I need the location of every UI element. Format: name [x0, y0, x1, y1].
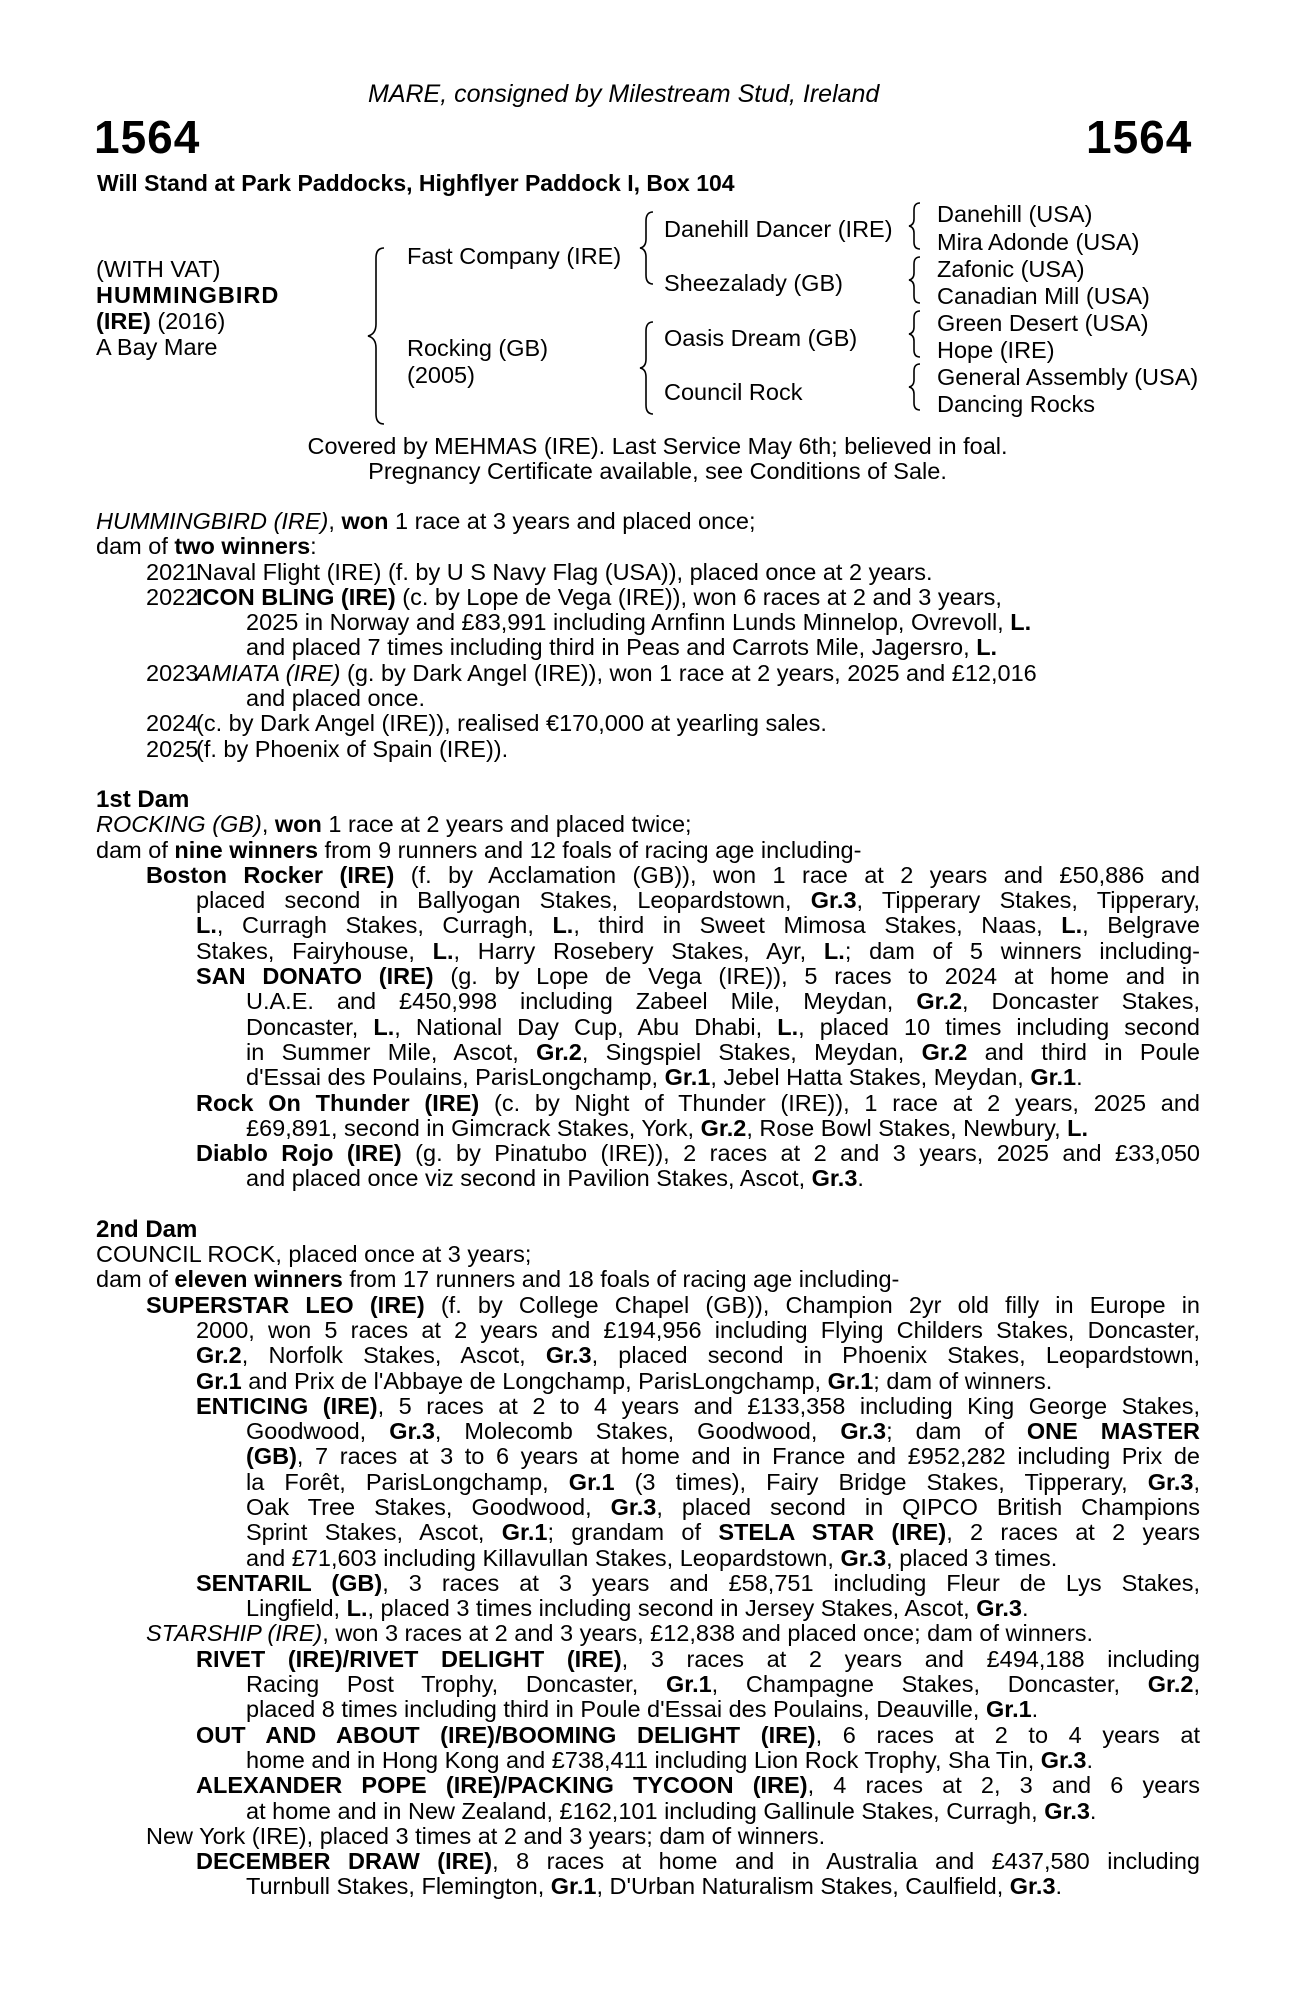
- gg-2: Mira Adonde (USA): [937, 229, 1140, 255]
- entry-line: [96, 1520, 1200, 1545]
- entry-line: [96, 913, 1200, 938]
- text: , Belgrave: [1082, 912, 1200, 939]
- text: , 6 races at 2 to 4 years at: [815, 1721, 1200, 1748]
- text: ,: [1193, 1671, 1200, 1698]
- text: U.A.E. and £450,998 including Zabeel Mile, Meydan,: [246, 988, 917, 1015]
- text: (c. by Night of Thunder (IRE)), 1 race at 2 years, 2025 and: [479, 1089, 1201, 1116]
- grade: Gr.1: [501, 1519, 548, 1546]
- grade: Gr.1: [665, 1671, 712, 1698]
- text: placed second in Ballyogan Stakes, Leopardstown,: [196, 887, 811, 914]
- text: (f. by Phoenix of Spain (IRE)).: [196, 735, 509, 762]
- text: ,: [328, 508, 342, 534]
- horse-suffix: (GB): [246, 1443, 297, 1470]
- entry-line: [96, 1369, 1200, 1394]
- text: (c. by Lope de Vega (IRE)), won 6 races at 2 and 3 years,: [395, 583, 1002, 610]
- text: la Forêt, ParisLongchamp,: [246, 1468, 569, 1495]
- text: .: [1086, 1746, 1094, 1773]
- grade: Gr.2: [916, 988, 963, 1015]
- text: , Tipperary Stakes, Tipperary,: [856, 887, 1200, 914]
- grade: Gr.1: [985, 1696, 1032, 1723]
- text: Oak Tree Stakes, Goodwood,: [246, 1493, 611, 1520]
- text: , placed 10 times including second: [798, 1013, 1200, 1040]
- entry-rivet: [96, 1647, 1200, 1672]
- text: dam of: [96, 1266, 175, 1293]
- text: and third in Poule: [967, 1038, 1200, 1065]
- produce-year: 2025: [146, 735, 199, 762]
- brace-g4: [909, 364, 920, 410]
- mare-name: HUMMINGBIRD (IRE): [96, 508, 329, 534]
- grade: L.: [777, 1013, 799, 1040]
- gg-4: Canadian Mill (USA): [937, 283, 1150, 309]
- gg-8: Dancing Rocks: [937, 391, 1096, 417]
- text: .: [1031, 1696, 1039, 1723]
- text: , 8 races at home and in Australia and £437,580 including: [492, 1848, 1200, 1875]
- grade: L.: [432, 937, 454, 964]
- produce-year: 2024: [146, 710, 199, 737]
- horse-year: (2016): [150, 308, 226, 334]
- text: from 17 runners and 18 foals of racing age including-: [342, 1266, 900, 1293]
- horse-name: HUMMINGBIRD: [96, 282, 280, 308]
- dam-year: (2005): [407, 362, 475, 388]
- text: , Doncaster Stakes,: [962, 988, 1200, 1015]
- lot-number-right: 1564: [1086, 111, 1193, 163]
- brace-g1: [909, 203, 920, 249]
- text: Stakes, Fairyhouse,: [196, 937, 433, 964]
- produce-2021: [96, 560, 1200, 585]
- grade: Gr.2: [536, 1038, 582, 1065]
- produce-2023: [96, 661, 1200, 686]
- produce-name: ICON BLING (IRE): [196, 583, 396, 610]
- dam-dam: Council Rock: [664, 379, 803, 405]
- text: , 3 races at 2 years and £494,188 including: [621, 1645, 1200, 1672]
- text: £69,891, second in Gimcrack Stakes, York,: [246, 1114, 701, 1141]
- text: , won 3 races at 2 and 3 years, £12,838 and placed once; dam of winners.: [322, 1620, 1094, 1647]
- text: , 2 races at 2 years: [946, 1519, 1200, 1546]
- grade: L.: [346, 1595, 368, 1622]
- sire-dam: Sheezalady (GB): [664, 270, 843, 296]
- second-dam-heading: 2nd Dam: [96, 1215, 198, 1243]
- grade: Gr.1: [1030, 1064, 1077, 1091]
- grade: Gr.3: [389, 1418, 435, 1445]
- horse-name: STARSHIP (IRE): [146, 1620, 323, 1647]
- gg-1: Danehill (USA): [937, 201, 1093, 227]
- produce-2022-cont: [96, 635, 1200, 660]
- dam-of-line: [96, 534, 1200, 559]
- gg-6: Hope (IRE): [937, 337, 1055, 363]
- text: Sprint Stakes, Ascot,: [246, 1519, 502, 1546]
- produce-2025: [96, 737, 1200, 762]
- horse-name: SENTARIL (GB): [196, 1569, 383, 1596]
- grade: Gr.3: [1040, 1746, 1087, 1773]
- horse-name: SUPERSTAR LEO (IRE): [146, 1291, 425, 1318]
- won-label: won: [341, 508, 389, 534]
- text: ; dam of: [886, 1418, 1027, 1445]
- consignment-line: MARE, consigned by Milestream Stud, Ireland: [368, 80, 880, 108]
- produce-name: AMIATA (IRE): [196, 659, 341, 686]
- text: ,: [261, 811, 275, 838]
- entry-line: [96, 1470, 1200, 1495]
- entry-out-and-about: [96, 1723, 1200, 1748]
- text: Naval Flight (IRE) (f. by U S Navy Flag (USA)), placed once at 2 years.: [196, 558, 933, 585]
- entry-san-donato: [96, 964, 1200, 989]
- text: 2025 in Norway and £83,991 including Arnfinn Lunds Minnelop, Ovrevoll,: [246, 609, 1011, 636]
- text: dam of: [96, 836, 175, 863]
- entry-line: [96, 1697, 1200, 1722]
- produce-year: 2022: [146, 583, 199, 610]
- text: , Singspiel Stakes, Meydan,: [581, 1038, 922, 1065]
- gg-5: Green Desert (USA): [937, 310, 1149, 336]
- entry-line: [96, 1116, 1200, 1141]
- entry-rock-on-thunder: [96, 1091, 1200, 1116]
- horse-name: ONE MASTER: [1026, 1418, 1200, 1445]
- text: .: [857, 1165, 864, 1192]
- dam: Rocking (GB): [407, 335, 549, 361]
- entry-line: [96, 1015, 1200, 1040]
- grade: L.: [823, 937, 845, 964]
- text: and placed 7 times including third in Peas and Carrots Mile, Jagersro,: [246, 634, 977, 661]
- text: in Summer Mile, Ascot,: [246, 1038, 537, 1065]
- grade: Gr.2: [1147, 1671, 1194, 1698]
- first-dam-record: [96, 812, 1200, 837]
- horse-name: Boston Rocker (IRE): [146, 861, 395, 888]
- text: placed 8 times including third in Poule d'Essai des Poulains, Deauville,: [246, 1696, 986, 1723]
- won-label: won: [274, 811, 322, 838]
- horse-name: STELA STAR (IRE): [718, 1519, 947, 1546]
- text: ,: [1193, 1468, 1201, 1495]
- mare-record-line: [96, 509, 1200, 534]
- text: and Prix de l'Abbaye de Longchamp, ParisLongchamp,: [241, 1367, 828, 1394]
- entry-line: 2000, won 5 races at 2 years and £194,956 including Flying Childers Stakes, Doncaster,: [196, 1316, 1200, 1343]
- grade: Gr.2: [196, 1342, 242, 1369]
- horse-suffix: (IRE): [96, 308, 151, 334]
- entry-line: [96, 1799, 1200, 1824]
- text: , 3 races at 3 years and £58,751 including Fleur de Lys Stakes,: [382, 1569, 1200, 1596]
- text: ; dam of winners.: [873, 1367, 1053, 1394]
- text: at home and in New Zealand, £162,101 including Gallinule Stakes, Curragh,: [246, 1797, 1045, 1824]
- covered-line-1: Covered by MEHMAS (IRE). Last Service May 6th; believed in foal.: [307, 433, 1008, 459]
- text: , Rose Bowl Stakes, Newbury,: [746, 1114, 1068, 1141]
- first-dam-heading: 1st Dam: [96, 785, 190, 813]
- text: , Norfolk Stakes, Ascot,: [241, 1342, 546, 1369]
- text: , Harry Rosebery Stakes, Ayr,: [453, 937, 824, 964]
- grade: Gr.2: [921, 1038, 968, 1065]
- horse-name: DECEMBER DRAW (IRE): [196, 1848, 493, 1875]
- grade: L.: [1061, 912, 1083, 939]
- dam-name: ROCKING (GB): [96, 811, 262, 838]
- grade: Gr.3: [811, 1165, 858, 1192]
- horse-name: ENTICING (IRE): [196, 1392, 378, 1419]
- text: (3 times), Fairy Bridge Stakes, Tipperary,: [614, 1468, 1148, 1495]
- text: ; grandam of: [547, 1519, 719, 1546]
- entry-new-york: New York (IRE), placed 3 times at 2 and 3 years; dam of winners.: [146, 1822, 826, 1849]
- winners-count: eleven winners: [174, 1266, 343, 1293]
- entry-superstar-leo: [96, 1293, 1200, 1318]
- text: , 4 races at 2, 3 and 6 years: [807, 1772, 1201, 1799]
- produce-2023-cont: and placed once.: [246, 685, 426, 712]
- entry-line: [96, 1040, 1200, 1065]
- entry-line: [96, 1065, 1200, 1090]
- second-dam-produce: [96, 1267, 1200, 1292]
- text: ; dam of 5 winners including-: [844, 937, 1200, 964]
- text: and £71,603 including Killavullan Stakes, Leopardstown,: [246, 1544, 841, 1571]
- text: , placed 3 times.: [886, 1544, 1058, 1571]
- brace-main: [368, 248, 384, 424]
- grade: Gr.1: [664, 1064, 711, 1091]
- horse-name: Rock On Thunder (IRE): [196, 1089, 480, 1116]
- stand-location: Will Stand at Park Paddocks, Highflyer Paddock I, Box 104: [97, 170, 735, 196]
- grade: Gr.3: [1147, 1468, 1194, 1495]
- text: Lingfield,: [246, 1595, 347, 1622]
- grade: Gr.1: [550, 1873, 597, 1900]
- text: :: [310, 533, 317, 560]
- text: , Champagne Stakes, Doncaster,: [711, 1671, 1148, 1698]
- entry-line: [96, 1419, 1200, 1444]
- text: , placed second in QIPCO British Champions: [656, 1493, 1200, 1520]
- first-dam-produce: [96, 838, 1200, 863]
- grade: Gr.1: [827, 1367, 874, 1394]
- brace-g3: [909, 311, 920, 357]
- text: from 9 runners and 12 foals of racing age including-: [318, 836, 862, 863]
- entry-line: [96, 1343, 1200, 1368]
- grade: Gr.2: [700, 1114, 747, 1141]
- sire-sire: Danehill Dancer (IRE): [664, 216, 893, 242]
- dam-sire: Oasis Dream (GB): [664, 325, 858, 351]
- entry-december-draw: [96, 1849, 1200, 1874]
- text: , Molecomb Stakes, Goodwood,: [434, 1418, 841, 1445]
- grade: L.: [1067, 1114, 1089, 1141]
- grade: L.: [976, 634, 998, 661]
- brace-g2: [909, 257, 920, 303]
- text: .: [1089, 1797, 1097, 1824]
- covered-line-2: Pregnancy Certificate available, see Conditions of Sale.: [368, 458, 947, 484]
- text: , D'Urban Naturalism Stakes, Caulfield,: [596, 1873, 1010, 1900]
- text: (g. by Pinatubo (IRE)), 2 races at 2 and 3 years, 2025 and £33,050: [401, 1140, 1201, 1167]
- entry-line: [96, 1546, 1200, 1571]
- grade: Gr.3: [840, 1544, 887, 1571]
- entry-line: [96, 1495, 1200, 1520]
- brace-dam: [640, 322, 653, 414]
- entry-diablo-rojo: [96, 1141, 1200, 1166]
- entry-alexander-pope: [96, 1773, 1200, 1798]
- text: and placed once viz second in Pavilion Stakes, Ascot,: [246, 1165, 812, 1192]
- entry-line: [96, 1444, 1200, 1469]
- sire: Fast Company (IRE): [407, 243, 622, 269]
- grade: Gr.3: [976, 1595, 1022, 1622]
- text: d'Essai des Poulains, ParisLongchamp,: [246, 1064, 665, 1091]
- gg-3: Zafonic (USA): [937, 256, 1085, 282]
- text: 1 race at 3 years and placed once;: [388, 508, 756, 534]
- text: .: [1021, 1595, 1029, 1622]
- entry-starship: [96, 1621, 1200, 1646]
- produce-year: 2023: [146, 659, 199, 686]
- text: (g. by Dark Angel (IRE)), won 1 race at 2 years, 2025 and £12,016: [340, 659, 1037, 686]
- winners-count: two winners: [174, 533, 311, 560]
- grade: Gr.3: [545, 1342, 592, 1369]
- grade: Gr.1: [196, 1367, 242, 1394]
- text: , placed second in Phoenix Stakes, Leopardstown,: [591, 1342, 1200, 1369]
- brace-sire: [640, 212, 653, 284]
- horse-name: OUT AND ABOUT (IRE)/BOOMING DELIGHT (IRE): [196, 1721, 816, 1748]
- horse-name: Diablo Rojo (IRE): [196, 1140, 402, 1167]
- produce-record: [96, 509, 1200, 1900]
- text: (f. by Acclamation (GB)), won 1 race at 2 years and £50,886 and: [394, 861, 1200, 888]
- produce-year: 2021: [146, 558, 199, 585]
- text: , Jebel Hatta Stakes, Meydan,: [710, 1064, 1031, 1091]
- text: , 5 races at 2 to 4 years and £133,358 including King George Stakes,: [377, 1392, 1200, 1419]
- text: (c. by Dark Angel (IRE)), realised €170,000 at yearling sales.: [196, 710, 827, 737]
- text: (f. by College Chapel (GB)), Champion 2yr old filly in Europe in: [424, 1291, 1200, 1318]
- entry-line: [96, 1596, 1200, 1621]
- grade: L.: [373, 1013, 395, 1040]
- grade: Gr.3: [1044, 1797, 1090, 1824]
- produce-2024: [96, 711, 1200, 736]
- entry-enticing: [96, 1394, 1200, 1419]
- text: .: [1055, 1873, 1063, 1900]
- text: , National Day Cup, Abu Dhabi,: [394, 1013, 778, 1040]
- grade: Gr.3: [610, 1493, 657, 1520]
- text: , 7 races at 3 to 6 years at home and in France and £952,282 including Prix de: [296, 1443, 1200, 1470]
- second-dam-record: COUNCIL ROCK, placed once at 3 years;: [96, 1241, 532, 1268]
- vat-note: (WITH VAT): [96, 256, 221, 282]
- entry-boston-rocker: [96, 863, 1200, 888]
- horse-description: A Bay Mare: [96, 334, 218, 360]
- text: (g. by Lope de Vega (IRE)), 5 races to 2024 at home and in: [433, 963, 1200, 990]
- text: , third in Sweet Mimosa Stakes, Naas,: [573, 912, 1062, 939]
- entry-line: [96, 1166, 1200, 1191]
- grade: L.: [196, 912, 217, 939]
- grade: Gr.3: [1009, 1873, 1056, 1900]
- horse-name: ALEXANDER POPE (IRE)/PACKING TYCOON (IRE): [196, 1772, 808, 1799]
- text: Turnbull Stakes, Flemington,: [246, 1873, 551, 1900]
- text: .: [1076, 1064, 1083, 1091]
- grade: Gr.3: [810, 887, 857, 914]
- entry-line: [96, 1672, 1200, 1697]
- entry-line: [96, 888, 1200, 913]
- horse-name: RIVET (IRE)/RIVET DELIGHT (IRE): [196, 1645, 622, 1672]
- grade: Gr.3: [840, 1418, 887, 1445]
- text: Racing Post Trophy, Doncaster,: [246, 1671, 666, 1698]
- entry-line: [96, 1874, 1200, 1899]
- grade: L.: [552, 912, 574, 939]
- entry-line: [96, 939, 1200, 964]
- text: dam of: [96, 533, 175, 560]
- text: , placed 3 times including second in Jersey Stakes, Ascot,: [367, 1595, 977, 1622]
- horse-name: SAN DONATO (IRE): [196, 963, 434, 990]
- lot-number-left: 1564: [94, 111, 201, 163]
- text: 1 race at 2 years and placed twice;: [321, 811, 692, 838]
- entry-line: [96, 989, 1200, 1014]
- winners-count: nine winners: [174, 836, 319, 863]
- produce-2022: [96, 585, 1200, 610]
- text: Goodwood,: [246, 1418, 390, 1445]
- text: Doncaster,: [246, 1013, 374, 1040]
- grade: Gr.1: [568, 1468, 615, 1495]
- text: home and in Hong Kong and £738,411 including Lion Rock Trophy, Sha Tin,: [246, 1746, 1041, 1773]
- entry-sentaril: [96, 1571, 1200, 1596]
- entry-line: [96, 1748, 1200, 1773]
- produce-2022-cont: [96, 610, 1200, 635]
- gg-7: General Assembly (USA): [937, 364, 1199, 390]
- grade: L.: [1010, 609, 1032, 636]
- text: , Curragh Stakes, Curragh,: [216, 912, 553, 939]
